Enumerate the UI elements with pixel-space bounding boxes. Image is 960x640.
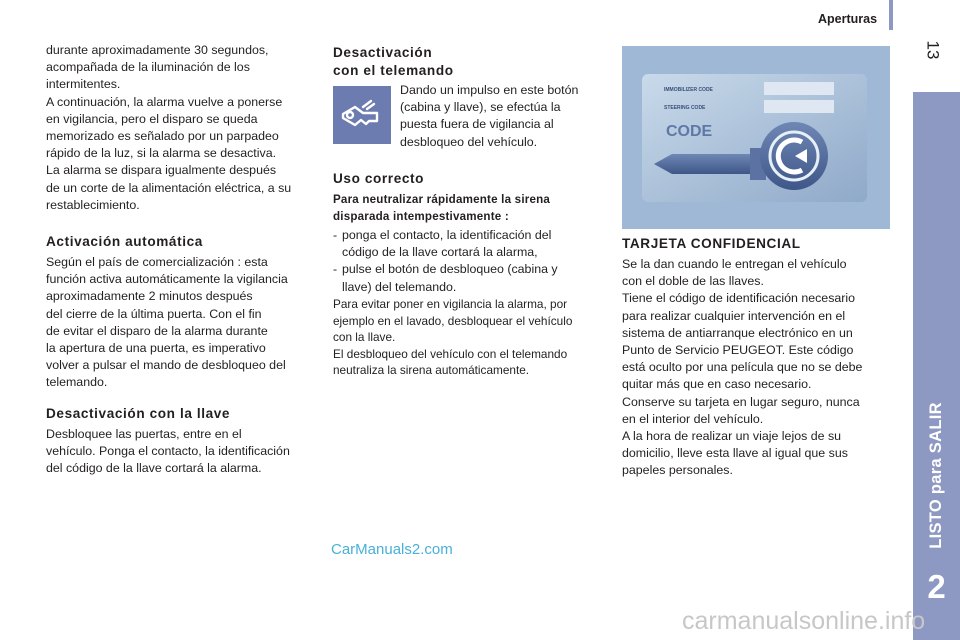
svg-text:STEERING CODE: STEERING CODE — [664, 105, 706, 111]
correct-use-heading: Uso correcto — [333, 171, 425, 186]
watermark-carmanualsonline: carmanualsonline.info — [682, 607, 926, 635]
auto-activation-text: Según el país de comercialización : esta función activa automáticamente la vigilancia aproximadamente 2 minutos después del cierre de la última puerta. Con el fin de evitar el disparo de la alarma durante la apertura de una puerta, es imperativo volver a pulsar el mando de desbloqueo del telemando. — [46, 255, 288, 390]
correct-use-subtitle: Para neutralizar rápidamente la sirena disparada intempestivamente : — [333, 193, 551, 223]
header-accent-bar — [889, 0, 893, 30]
svg-text:CODE: CODE — [666, 123, 713, 140]
correct-use-list — [333, 227, 603, 296]
remote-deactivation-heading: Desactivación con el telemando — [333, 45, 454, 78]
remote-deactivation-text: Dando un impulso en este botón (cabina y llave), se efectúa la puesta fuera de vigilancia al desbloqueo del vehículo. — [400, 83, 579, 149]
confidential-card-image — [622, 46, 890, 229]
auto-activation-heading: Activación automática — [46, 234, 203, 249]
chapter-label: LISTO para SALIR — [926, 401, 945, 549]
confidential-card-text: Se la dan cuando le entregan el vehículo con el doble de las llaves. Tiene el código de identificación necesario para realizar cualquier intervención en el sistema de antiarranque electrónico en un Punto de Servicio PEUGEOT. Este código está oculto por una película que no se debe quitar más que en caso necesario. Conserve su tarjeta en lugar seguro, nunca en el interior del vehículo. A la hora de realizar un viaje lejos de su domicilio, lleve esta llave al igual que sus papeles personales. — [622, 257, 863, 478]
list-item: - pulse el botón de desbloqueo (cabina y llave) del telemando. — [333, 261, 603, 295]
key-deactivation-heading: Desactivación con la llave — [46, 406, 231, 421]
remote-unlock-icon — [333, 86, 391, 144]
watermark-carmanuals2: CarManuals2.com — [331, 541, 453, 558]
list-item: - ponga el contacto, la identificación del código de la llave cortará la alarma, — [333, 227, 603, 261]
section-title: Aperturas — [818, 12, 878, 26]
correct-use-note: Para evitar poner en vigilancia la alarma, por ejemplo en el lavado, desbloquear el vehículo con la llave. El desbloqueo del vehículo con el telemando neutraliza la sirena automáticamente. — [333, 297, 573, 378]
chapter-number: 2 — [927, 568, 946, 605]
svg-text:IMMOBILIZER CODE: IMMOBILIZER CODE — [664, 87, 713, 93]
key-deactivation-text: Desbloquee las puertas, entre en el vehículo. Ponga el contacto, la identificación del código de la llave cortará la alarma. — [46, 427, 290, 476]
confidential-card-heading: TARJETA CONFIDENCIAL — [622, 236, 801, 251]
page-number: 13 — [922, 40, 942, 60]
intro-paragraph: durante aproximadamente 30 segundos, acompañada de la iluminación de los intermitentes. A continuación, la alarma vuelve a ponerse en vigilancia, pero el disparo se queda memorizado es señalado por un parpadeo rápido de la luz, si la alarma se desactiva. La alarma se dispara igualmente después de un corte de la alimentación eléctrica, a su restablecimiento. — [46, 43, 292, 212]
